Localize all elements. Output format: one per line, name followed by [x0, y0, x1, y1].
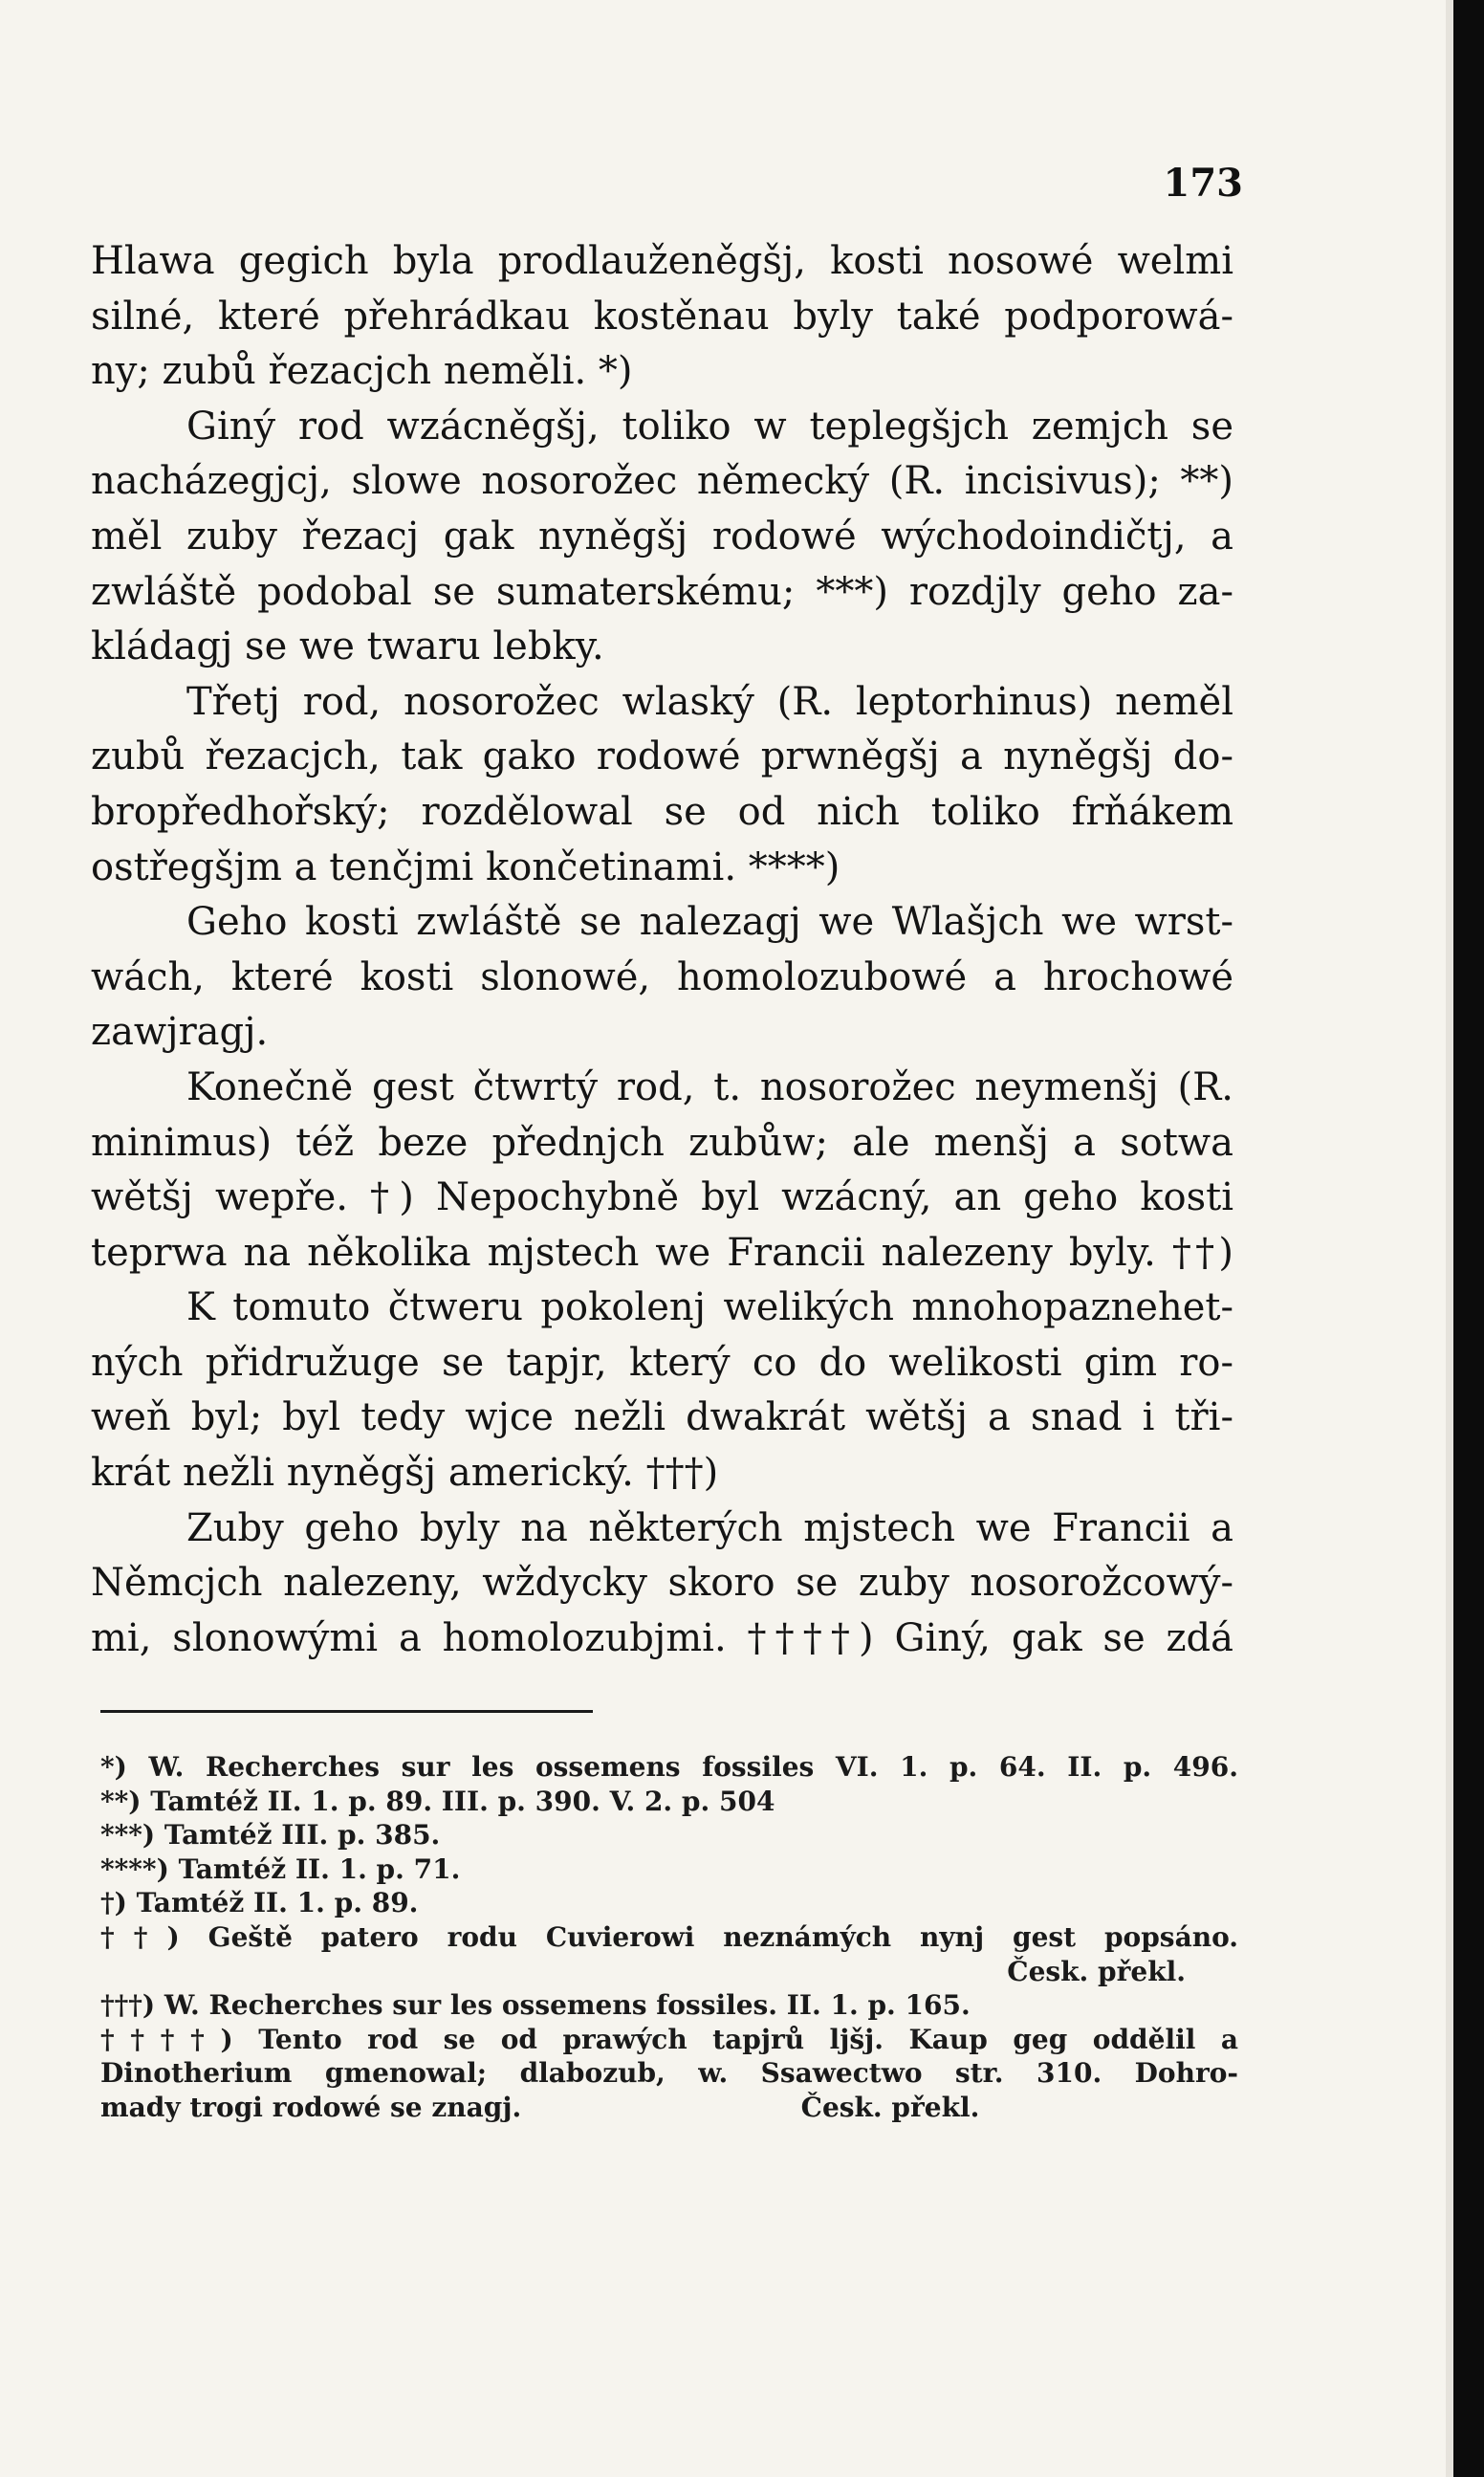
footnote-line: ††††) Tento rod se od prawých tapjrů ljšj. Kaup geg oddělil a — [100, 2023, 1238, 2055]
text-line: Konečně gest čtwrtý rod, t. nosorožec neymenšj (R. — [186, 1064, 1233, 1109]
text-line: K tomuto čtweru pokolenj welikých mnohopaznehet- — [186, 1285, 1233, 1330]
text-line: mi, slonowými a homolozubjmi. ††††) Giný, gak se zdá — [91, 1615, 1233, 1660]
footnote-line: †) Tamtéž II. 1. p. 89. — [100, 1887, 419, 1919]
text-line: zawjragj. — [91, 1010, 269, 1055]
text-line: bropředhořský; rozdělowal se od nich toliko frňákem — [91, 789, 1233, 834]
text-line: Třetj rod, nosorožec wlaský (R. leptorhinus) neměl — [186, 679, 1233, 724]
text-line: Geho kosti zwláště se nalezagj we Wlašjch we wrst- — [186, 900, 1233, 945]
footnote-line: **) Tamtéž II. 1. p. 89. III. p. 390. V. 2. p. 504 — [100, 1785, 775, 1817]
text-line: teprwa na několika mjstech we Francii nalezeny byly. ††) — [91, 1230, 1233, 1275]
footnotes — [100, 1750, 1238, 2125]
text-line: wětšj wepře. †) Nepochybně byl wzácný, an geho kosti — [91, 1175, 1233, 1220]
footnote-line: mady trogi rodowé se znagj. Česk. překl. — [100, 2091, 980, 2123]
text-line: zwláště podobal se sumaterskému; ***) rozdjly geho za- — [91, 569, 1233, 614]
text-line: silné, které přehrádkau kostěnau byly také podporowá- — [91, 294, 1233, 339]
text-line: minimus) též beze přednjch zubůw; ale menšj a sotwa — [91, 1120, 1233, 1165]
footnote-line: ††) Geště patero rodu Cuvierowi neznámých nynj gest popsáno. — [100, 1920, 1238, 1953]
text-line: ny; zubů řezacjch neměli. *) — [91, 349, 633, 394]
text-line: měl zuby řezacj gak nyněgšj rodowé wýchodoindičtj, a — [91, 514, 1233, 559]
text-line: Zuby geho byly na některých mjstech we Francii a — [186, 1505, 1233, 1550]
text-line: Giný rod wzácněgšj, toliko w teplegšjch zemjch se — [186, 404, 1233, 449]
text-line: krát nežli nyněgšj americký. †††) — [91, 1451, 719, 1496]
footnote-line: Česk. překl. — [1007, 1955, 1186, 1987]
text-line: nacházegjcj, slowe nosorožec německý (R. incisivus); **) — [91, 459, 1233, 504]
footnote-line: Dinotherium gmenowal; dlabozub, w. Ssawectwo str. 310. Dohro- — [100, 2057, 1238, 2090]
footnote-line: †††) W. Recherches sur les ossemens fossiles. II. 1. p. 165. — [100, 1989, 971, 2022]
footnote-line: ****) Tamtéž II. 1. p. 71. — [100, 1852, 461, 1885]
body-text — [91, 234, 1233, 1666]
footnote-separator — [100, 1710, 593, 1713]
text-line: zubů řezacjch, tak gako rodowé prwněgšj a nyněgšj do- — [91, 734, 1233, 779]
text-line: weň byl; byl tedy wjce nežli dwakrát wětšj a snad i tři- — [91, 1395, 1233, 1440]
page-edge — [1446, 0, 1453, 2477]
text-line: ostřegšjm a tenčjmi končetinami. ****) — [91, 844, 840, 889]
page-number: 173 — [1163, 161, 1243, 206]
text-line: ných přidružuge se tapjr, který co do welikosti gim ro- — [91, 1340, 1233, 1385]
footnote-line: *) W. Recherches sur les ossemens fossiles VI. 1. p. 64. II. p. 496. — [100, 1751, 1238, 1783]
text-line: kládagj se we twaru lebky. — [91, 625, 604, 669]
text-line: wách, které kosti slonowé, homolozubowé a hrochowé — [91, 954, 1233, 999]
text-line: Hlawa gegich byla prodlauženěgšj, kosti nosowé welmi — [91, 239, 1233, 283]
text-line: Němcjch nalezeny, wždycky skoro se zuby nosorožcowý- — [91, 1561, 1233, 1606]
footnote-line: ***) Tamtéž III. p. 385. — [100, 1819, 441, 1852]
